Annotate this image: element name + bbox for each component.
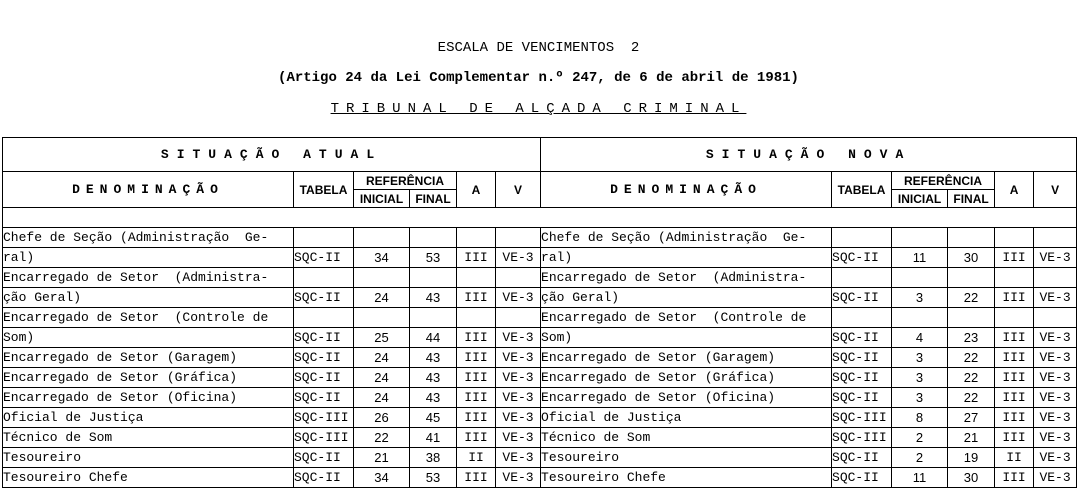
- inicial-new: [892, 228, 948, 248]
- final-current: 43: [410, 348, 457, 368]
- table-row: [3, 448, 1077, 468]
- tabela-current: SQC-II: [294, 288, 354, 308]
- final-current: [410, 308, 457, 328]
- header-a-new: A: [995, 172, 1034, 208]
- v-new: VE-3: [1034, 448, 1077, 468]
- tabela-current: SQC-II: [294, 368, 354, 388]
- v-current: VE-3: [496, 368, 541, 388]
- final-new: [948, 308, 995, 328]
- inicial-new: 3: [892, 388, 948, 408]
- table-row: [3, 308, 1077, 328]
- spacer: [3, 208, 1077, 228]
- a-current: III: [457, 428, 496, 448]
- denominacao-current: Encarregado de Setor (Gráfica): [3, 368, 294, 388]
- final-new: 27: [948, 408, 995, 428]
- final-new: 22: [948, 388, 995, 408]
- a-new: III: [995, 328, 1034, 348]
- denominacao-current: Encarregado de Setor (Oficina): [3, 388, 294, 408]
- v-current: VE-3: [496, 348, 541, 368]
- v-new: [1034, 228, 1077, 248]
- inicial-current: [354, 228, 410, 248]
- document-title: ESCALA DE VENCIMENTOS 2: [437, 40, 640, 56]
- v-current: VE-3: [496, 328, 541, 348]
- table-row: [3, 228, 1077, 248]
- table-row: [3, 268, 1077, 288]
- a-new: II: [995, 448, 1034, 468]
- v-current: VE-3: [496, 388, 541, 408]
- section-current: SITUAÇÃO ATUAL: [3, 138, 541, 172]
- table-row: [3, 428, 1077, 448]
- denominacao-new: Encarregado de Setor (Oficina): [541, 388, 832, 408]
- v-new: [1034, 268, 1077, 288]
- v-new: VE-3: [1034, 328, 1077, 348]
- inicial-new: 3: [892, 368, 948, 388]
- final-new: 22: [948, 288, 995, 308]
- v-current: VE-3: [496, 408, 541, 428]
- denominacao-current: ral): [3, 248, 294, 268]
- header-tabela-new: TABELA: [832, 172, 892, 208]
- inicial-current: [354, 308, 410, 328]
- final-new: 30: [948, 468, 995, 488]
- denominacao-current: Encarregado de Setor (Controle de: [3, 308, 294, 328]
- v-new: VE-3: [1034, 468, 1077, 488]
- denominacao-new: ção Geral): [541, 288, 832, 308]
- inicial-new: 3: [892, 288, 948, 308]
- salary-scale-table: [2, 137, 1077, 488]
- a-new: [995, 308, 1034, 328]
- a-new: III: [995, 468, 1034, 488]
- inicial-new: [892, 268, 948, 288]
- tabela-current: SQC-II: [294, 448, 354, 468]
- a-current: III: [457, 248, 496, 268]
- a-current: III: [457, 388, 496, 408]
- inicial-current: 24: [354, 388, 410, 408]
- tabela-current: SQC-II: [294, 348, 354, 368]
- v-new: VE-3: [1034, 248, 1077, 268]
- inicial-current: 26: [354, 408, 410, 428]
- tabela-current: SQC-III: [294, 428, 354, 448]
- tabela-current: SQC-II: [294, 328, 354, 348]
- table-row: [3, 468, 1077, 488]
- tabela-new: SQC-II: [832, 388, 892, 408]
- table-row: [3, 368, 1077, 388]
- a-new: III: [995, 288, 1034, 308]
- v-new: VE-3: [1034, 408, 1077, 428]
- final-current: 41: [410, 428, 457, 448]
- denominacao-current: Técnico de Som: [3, 428, 294, 448]
- header-v-current: V: [496, 172, 541, 208]
- tabela-new: SQC-II: [832, 248, 892, 268]
- tabela-current: SQC-III: [294, 408, 354, 428]
- document-subtitle: (Artigo 24 da Lei Complementar n.º 247, de 6 de abril de 1981): [278, 70, 799, 86]
- denominacao-new: Chefe de Seção (Administração Ge-: [541, 228, 832, 248]
- denominacao-new: Técnico de Som: [541, 428, 832, 448]
- inicial-current: 34: [354, 248, 410, 268]
- a-current: [457, 308, 496, 328]
- table-row: [3, 348, 1077, 368]
- final-new: [948, 268, 995, 288]
- inicial-current: 24: [354, 288, 410, 308]
- a-current: II: [457, 448, 496, 468]
- final-current: 43: [410, 388, 457, 408]
- header-inicial-current: INICIAL: [354, 190, 410, 208]
- header-final-new: FINAL: [948, 190, 995, 208]
- tabela-new: SQC-II: [832, 368, 892, 388]
- v-current: [496, 268, 541, 288]
- final-current: 53: [410, 468, 457, 488]
- tabela-new: [832, 268, 892, 288]
- v-current: VE-3: [496, 288, 541, 308]
- tabela-new: [832, 228, 892, 248]
- inicial-new: 11: [892, 468, 948, 488]
- inicial-current: 22: [354, 428, 410, 448]
- denominacao-new: Oficial de Justiça: [541, 408, 832, 428]
- table-row: [3, 248, 1077, 268]
- a-new: III: [995, 408, 1034, 428]
- tabela-new: SQC-II: [832, 448, 892, 468]
- a-current: [457, 228, 496, 248]
- v-current: [496, 228, 541, 248]
- tabela-current: [294, 268, 354, 288]
- tabela-new: SQC-II: [832, 288, 892, 308]
- final-new: 30: [948, 248, 995, 268]
- v-current: VE-3: [496, 448, 541, 468]
- header-tabela-current: TABELA: [294, 172, 354, 208]
- v-new: VE-3: [1034, 348, 1077, 368]
- tabela-new: SQC-II: [832, 328, 892, 348]
- a-current: III: [457, 408, 496, 428]
- inicial-new: [892, 308, 948, 328]
- table-row: [3, 408, 1077, 428]
- a-current: III: [457, 328, 496, 348]
- inicial-new: 2: [892, 448, 948, 468]
- denominacao-new: Som): [541, 328, 832, 348]
- tabela-current: [294, 308, 354, 328]
- final-current: 45: [410, 408, 457, 428]
- inicial-new: 4: [892, 328, 948, 348]
- header-denominacao-new: DENOMINAÇÃO: [541, 172, 832, 208]
- final-new: 21: [948, 428, 995, 448]
- final-current: 43: [410, 288, 457, 308]
- a-new: [995, 228, 1034, 248]
- header-v-new: V: [1034, 172, 1077, 208]
- v-new: VE-3: [1034, 428, 1077, 448]
- a-new: III: [995, 248, 1034, 268]
- tabela-new: SQC-III: [832, 408, 892, 428]
- inicial-current: 21: [354, 448, 410, 468]
- a-current: [457, 268, 496, 288]
- a-new: [995, 268, 1034, 288]
- denominacao-new: Tesoureiro Chefe: [541, 468, 832, 488]
- denominacao-new: Encarregado de Setor (Controle de: [541, 308, 832, 328]
- final-current: 53: [410, 248, 457, 268]
- section-new: SITUAÇÃO NOVA: [541, 138, 1077, 172]
- inicial-current: 25: [354, 328, 410, 348]
- a-current: III: [457, 468, 496, 488]
- v-new: VE-3: [1034, 368, 1077, 388]
- a-current: III: [457, 368, 496, 388]
- denominacao-current: ção Geral): [3, 288, 294, 308]
- tabela-new: SQC-III: [832, 428, 892, 448]
- v-current: VE-3: [496, 468, 541, 488]
- v-current: [496, 308, 541, 328]
- final-current: [410, 268, 457, 288]
- a-new: III: [995, 348, 1034, 368]
- final-current: 38: [410, 448, 457, 468]
- denominacao-current: Oficial de Justiça: [3, 408, 294, 428]
- inicial-new: 3: [892, 348, 948, 368]
- v-new: VE-3: [1034, 288, 1077, 308]
- final-current: 44: [410, 328, 457, 348]
- tabela-current: SQC-II: [294, 468, 354, 488]
- inicial-new: 11: [892, 248, 948, 268]
- inicial-current: 34: [354, 468, 410, 488]
- denominacao-current: Encarregado de Setor (Garagem): [3, 348, 294, 368]
- final-current: [410, 228, 457, 248]
- final-new: 22: [948, 368, 995, 388]
- inicial-current: 24: [354, 348, 410, 368]
- tabela-current: SQC-II: [294, 388, 354, 408]
- inicial-current: [354, 268, 410, 288]
- header-referencia-current: REFERÊNCIA: [354, 172, 457, 190]
- court-name: TRIBUNAL DE ALÇADA CRIMINAL: [330, 101, 747, 117]
- header-a-current: A: [457, 172, 496, 208]
- table-row: [3, 388, 1077, 408]
- final-new: 22: [948, 348, 995, 368]
- tabela-current: [294, 228, 354, 248]
- final-new: [948, 228, 995, 248]
- table-row: [3, 288, 1077, 308]
- a-new: III: [995, 388, 1034, 408]
- denominacao-current: Encarregado de Setor (Administra-: [3, 268, 294, 288]
- denominacao-current: Tesoureiro Chefe: [3, 468, 294, 488]
- final-new: 23: [948, 328, 995, 348]
- a-current: III: [457, 288, 496, 308]
- header-final-current: FINAL: [410, 190, 457, 208]
- a-current: III: [457, 348, 496, 368]
- denominacao-new: Encarregado de Setor (Administra-: [541, 268, 832, 288]
- a-new: III: [995, 428, 1034, 448]
- inicial-current: 24: [354, 368, 410, 388]
- tabela-new: SQC-II: [832, 468, 892, 488]
- header-inicial-new: INICIAL: [892, 190, 948, 208]
- denominacao-new: Encarregado de Setor (Gráfica): [541, 368, 832, 388]
- v-current: VE-3: [496, 248, 541, 268]
- final-current: 43: [410, 368, 457, 388]
- tabela-new: [832, 308, 892, 328]
- inicial-new: 2: [892, 428, 948, 448]
- denominacao-current: Tesoureiro: [3, 448, 294, 468]
- header-denominacao-current: DENOMINAÇÃO: [3, 172, 294, 208]
- header-referencia-new: REFERÊNCIA: [892, 172, 995, 190]
- denominacao-current: Som): [3, 328, 294, 348]
- denominacao-current: Chefe de Seção (Administração Ge-: [3, 228, 294, 248]
- v-new: [1034, 308, 1077, 328]
- denominacao-new: Tesoureiro: [541, 448, 832, 468]
- tabela-current: SQC-II: [294, 248, 354, 268]
- denominacao-new: ral): [541, 248, 832, 268]
- table-row: [3, 328, 1077, 348]
- inicial-new: 8: [892, 408, 948, 428]
- v-new: VE-3: [1034, 388, 1077, 408]
- denominacao-new: Encarregado de Setor (Garagem): [541, 348, 832, 368]
- v-current: VE-3: [496, 428, 541, 448]
- final-new: 19: [948, 448, 995, 468]
- tabela-new: SQC-II: [832, 348, 892, 368]
- a-new: III: [995, 368, 1034, 388]
